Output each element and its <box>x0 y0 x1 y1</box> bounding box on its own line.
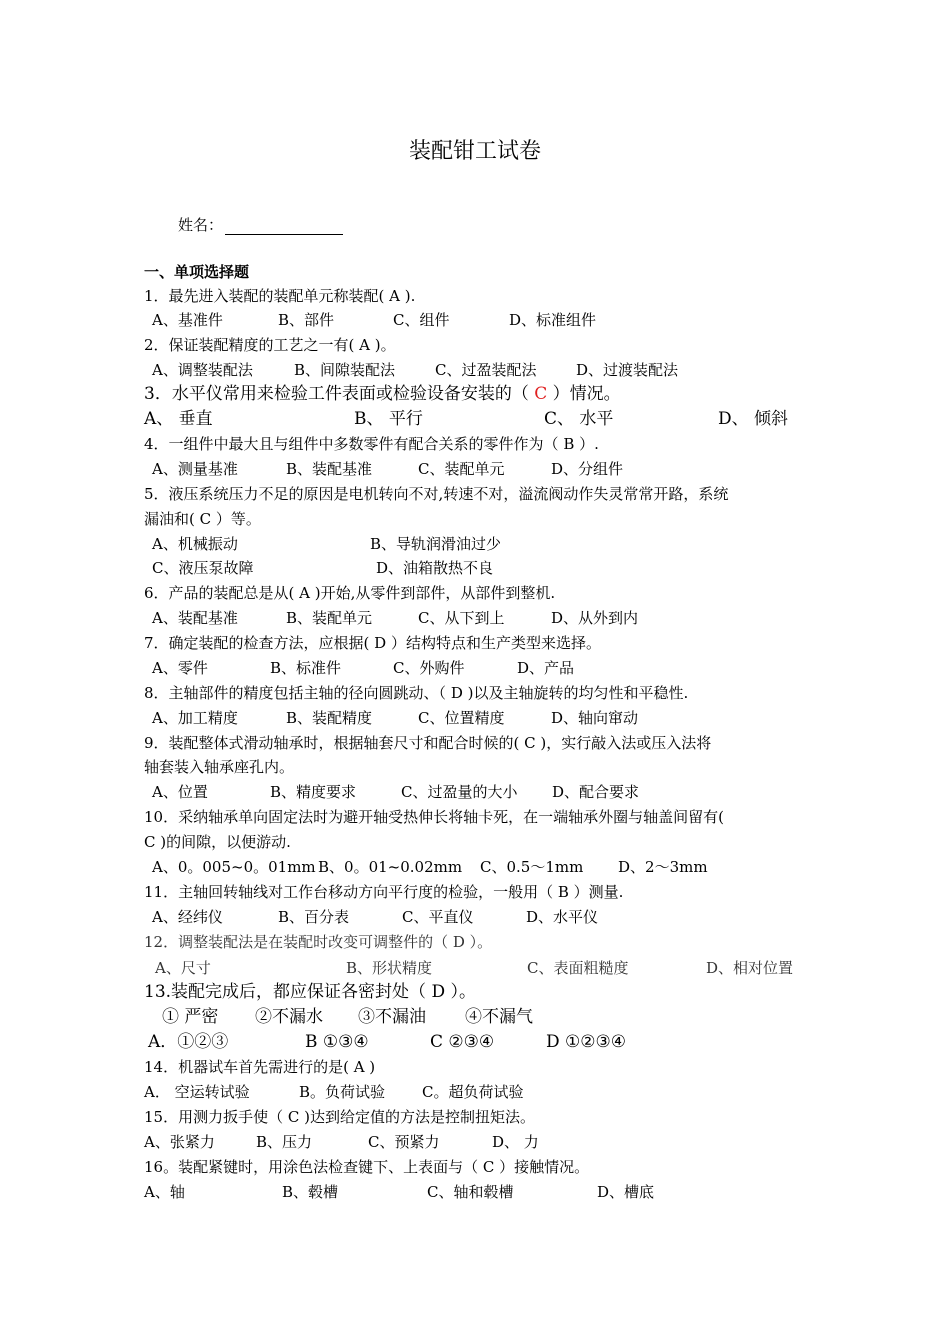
option-a: A、装配基准 <box>152 609 238 627</box>
option-a: A．①②③ <box>148 1032 229 1052</box>
question-1: 1．最先进入装配的装配单元称装配( A ). <box>144 287 416 305</box>
page-title: 装配钳工试卷 <box>408 139 541 164</box>
option-b: B、形状精度 <box>346 959 433 977</box>
option-b: B、毂槽 <box>282 1183 339 1201</box>
question-5-line-2: 漏油和( C ）等。 <box>144 510 261 528</box>
option-b: B、0。01~0.02mm <box>318 858 463 876</box>
name-field <box>178 214 343 235</box>
question-15: 15．用测力扳手使（ C )达到给定值的方法是控制扭矩法。 <box>144 1108 535 1126</box>
option-d: D、相对位置 <box>706 959 794 977</box>
name-blank[interactable] <box>225 218 343 235</box>
option-c: C、液压泵故障 <box>152 559 254 577</box>
question-9-line-1: 9．装配整体式滑动轴承时，根据轴套尺寸和配合时候的( C )，实行敲入法或压入法将 <box>144 734 712 752</box>
option-b: B、百分表 <box>278 908 350 926</box>
option-d: D ①②③④ <box>546 1032 626 1052</box>
option-b: B、装配单元 <box>286 609 373 627</box>
option-d: D、 力 <box>492 1133 539 1151</box>
option-d: D、从外到内 <box>551 609 639 627</box>
option-c: C、位置精度 <box>418 709 505 727</box>
option-c: C、表面粗糙度 <box>527 959 629 977</box>
option-c: C、平直仪 <box>402 908 474 926</box>
option-a: A、尺寸 <box>155 959 211 977</box>
option-b: B、间隙装配法 <box>294 361 396 379</box>
option-c: C、 水平 <box>544 409 614 429</box>
option-a: A、位置 <box>152 783 208 801</box>
option-c: C、预紧力 <box>368 1133 440 1151</box>
name-label: 姓名： <box>178 216 224 234</box>
question-4: 4．一组件中最大且与组件中多数零件有配合关系的零件作为（ B ）. <box>144 435 599 453</box>
section-title: 一、单项选择题 <box>144 263 250 281</box>
question-7: 7．确定装配的检查方法，应根据( D ）结构特点和生产类型来选择。 <box>144 634 601 652</box>
option-a: A、 垂直 <box>144 409 213 429</box>
option-b: B、精度要求 <box>270 783 357 801</box>
option-d: D、配合要求 <box>552 783 640 801</box>
option-d: D、水平仪 <box>526 908 599 926</box>
option-c: C、从下到上 <box>418 609 505 627</box>
option-a: A、基准件 <box>152 311 223 329</box>
item-3: ③不漏油 <box>358 1007 426 1027</box>
option-c: C、过盈量的大小 <box>401 783 518 801</box>
item-1: ① 严密 <box>162 1007 219 1027</box>
option-a: A、零件 <box>152 659 208 677</box>
option-d: D、标准组件 <box>509 311 597 329</box>
option-b: B、 平行 <box>354 409 423 429</box>
option-b: B、部件 <box>278 311 335 329</box>
question-5-line-1: 5．液压系统压力不足的原因是电机转向不对,转速不对，溢流阀动作失灵常常开路，系统 <box>144 485 729 503</box>
option-a: A、机械振动 <box>152 535 238 553</box>
question-3-text-end: ）情况。 <box>547 384 621 404</box>
question-12: 12．调整装配法是在装配时改变可调整件的（ D ）。 <box>144 933 493 951</box>
question-13: 13.装配完成后，都应保证各密封处（ D ）。 <box>144 982 476 1002</box>
option-c: C、外购件 <box>393 659 465 677</box>
option-d: D、油箱散热不良 <box>376 559 494 577</box>
option-c: C、过盈装配法 <box>435 361 537 379</box>
item-4: ④不漏气 <box>465 1007 533 1027</box>
option-b: B、装配精度 <box>286 709 373 727</box>
option-a: A、加工精度 <box>152 709 238 727</box>
option-b: B、标准件 <box>270 659 342 677</box>
option-c: C、轴和毂槽 <box>427 1183 514 1201</box>
question-8: 8．主轴部件的精度包括主轴的径向圆跳动、（ D )以及主轴旋转的均匀性和平稳性. <box>144 684 689 702</box>
question-2: 2．保证装配精度的工艺之一有( A )。 <box>144 336 396 354</box>
item-2: ②不漏水 <box>255 1007 323 1027</box>
question-9-line-2: 轴套装入轴承座孔内。 <box>144 758 295 776</box>
option-c: C。超负荷试验 <box>422 1083 524 1101</box>
option-d: D、产品 <box>517 659 575 677</box>
question-3-answer: C <box>534 384 548 404</box>
option-a: A、0。005~0。01mm <box>152 858 316 876</box>
question-16: 16。装配紧键时，用涂色法检查键下、上表面与（ C ）接触情况。 <box>144 1158 590 1176</box>
option-a: A、经纬仪 <box>152 908 223 926</box>
option-d: D、2～3mm <box>618 858 708 876</box>
option-d: D、过渡装配法 <box>576 361 679 379</box>
option-b: B、装配基准 <box>286 460 373 478</box>
question-14: 14．机器试车首先需进行的是( A ) <box>144 1058 376 1076</box>
option-d: D、 倾斜 <box>718 409 789 429</box>
option-c: C ②③④ <box>430 1032 495 1052</box>
question-6: 6．产品的装配总是从( A )开始,从零件到部件，从部件到整机. <box>144 584 556 602</box>
option-c: C、0.5～1mm <box>480 858 584 876</box>
option-d: D、轴向窜动 <box>551 709 639 727</box>
option-b: B ①③④ <box>305 1032 369 1052</box>
question-3 <box>144 384 621 404</box>
option-b: B、导轨润滑油过少 <box>370 535 502 553</box>
option-b: B。负荷试验 <box>299 1083 386 1101</box>
question-11: 11．主轴回转轴线对工作台移动方向平行度的检验，一般用（ B ）测量. <box>144 883 624 901</box>
option-a: A． 空运转试验 <box>144 1083 250 1101</box>
option-a: A、测量基准 <box>152 460 238 478</box>
option-c: C、装配单元 <box>418 460 505 478</box>
option-a: A、张紧力 <box>144 1133 215 1151</box>
question-10-line-2: C )的间隙，以便游动. <box>144 833 291 851</box>
question-10-line-1: 10．采纳轴承单向固定法时为避开轴受热伸长将轴卡死，在一端轴承外圈与轴盖间留有( <box>144 808 724 826</box>
option-d: D、分组件 <box>551 460 624 478</box>
option-a: A、调整装配法 <box>152 361 253 379</box>
option-c: C、组件 <box>393 311 450 329</box>
option-b: B、压力 <box>256 1133 313 1151</box>
option-a: A、轴 <box>144 1183 185 1201</box>
question-3-text: 3．水平仪常用来检验工件表面或检验设备安装的（ <box>144 384 535 404</box>
option-d: D、槽底 <box>597 1183 655 1201</box>
